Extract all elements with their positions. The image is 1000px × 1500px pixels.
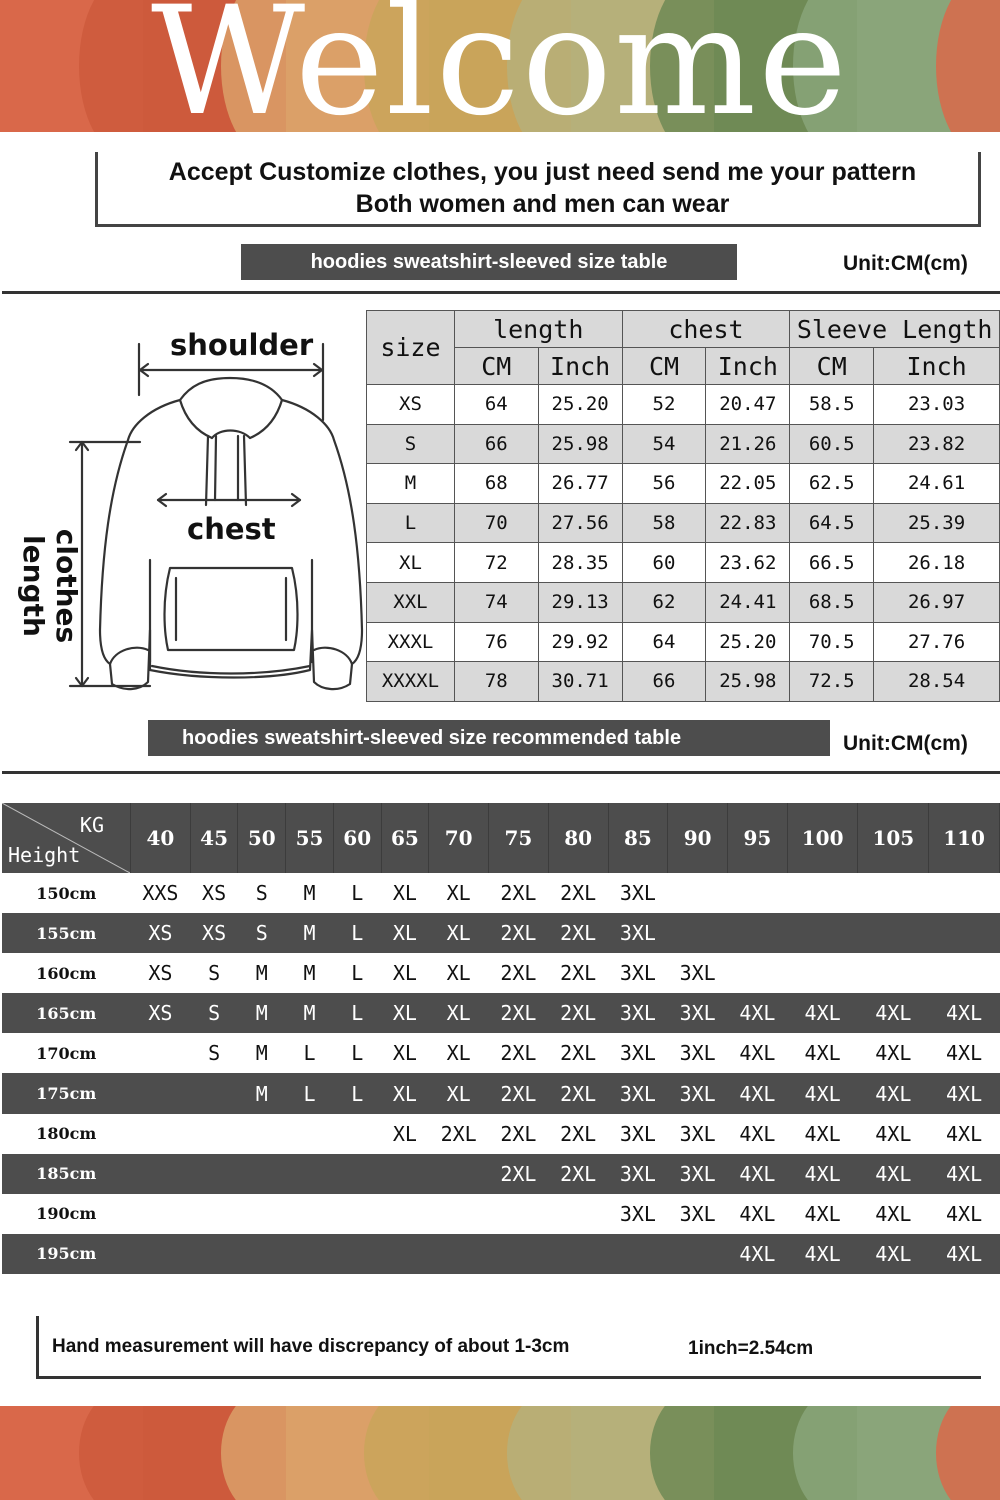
recommended-size-cell: L <box>333 1033 381 1073</box>
recommended-size-cell: 3XL <box>608 1073 668 1113</box>
clothes-length-label: clothes length <box>17 528 83 644</box>
recommended-size-cell <box>858 953 929 993</box>
measurement-cell: 24.61 <box>874 464 1000 504</box>
weight-header: 60 <box>333 803 381 873</box>
recommended-size-cell: XL <box>381 1073 429 1113</box>
recommended-size-cell: XL <box>429 1073 489 1113</box>
size-row <box>367 385 1000 425</box>
weight-header: 95 <box>728 803 788 873</box>
recommended-size-cell: S <box>190 993 238 1033</box>
recommended-size-cell: 2XL <box>489 993 549 1033</box>
recommended-size-cell: 4XL <box>858 1073 929 1113</box>
recommended-size-cell <box>429 1194 489 1234</box>
recommend-row <box>2 1114 1000 1154</box>
recommended-size-cell: 4XL <box>787 1073 858 1113</box>
recommended-size-cell: XL <box>381 1033 429 1073</box>
recommended-size-table <box>2 803 1000 1274</box>
measurement-cell: 64.5 <box>790 503 874 543</box>
size-cell: XXXXL <box>367 662 455 702</box>
recommended-size-cell <box>381 1154 429 1194</box>
measurement-cell: 28.54 <box>874 662 1000 702</box>
recommended-size-cell <box>787 913 858 953</box>
recommended-size-cell: 4XL <box>728 1234 788 1274</box>
recommended-size-cell: 3XL <box>608 873 668 913</box>
recommended-size-cell: 2XL <box>548 1033 608 1073</box>
recommend-row <box>2 873 1000 913</box>
recommended-size-cell: M <box>238 953 286 993</box>
weight-header: 90 <box>668 803 728 873</box>
recommend-row <box>2 1154 1000 1194</box>
unit-subheader: Inch <box>538 348 622 385</box>
height-cell: 190cm <box>2 1194 131 1234</box>
recommended-size-cell: 4XL <box>929 993 1000 1033</box>
recommended-size-cell: 4XL <box>858 1033 929 1073</box>
color-stripes <box>0 1406 1000 1500</box>
recommended-size-cell: 3XL <box>608 1114 668 1154</box>
color-stripe <box>0 1406 143 1500</box>
measurement-cell: 25.98 <box>706 662 790 702</box>
recommended-size-cell: XS <box>131 953 191 993</box>
recommended-size-cell: 2XL <box>489 1033 549 1073</box>
recommended-size-cell: M <box>286 913 334 953</box>
recommended-size-cell <box>131 1154 191 1194</box>
recommended-size-cell <box>728 873 788 913</box>
measurement-cell: 23.03 <box>874 385 1000 425</box>
kg-label: KG <box>79 813 104 837</box>
recommended-size-cell: 4XL <box>858 1154 929 1194</box>
recommended-size-cell: 4XL <box>728 1154 788 1194</box>
recommended-size-cell: M <box>238 1033 286 1073</box>
recommended-size-cell: 2XL <box>548 913 608 953</box>
recommended-size-cell <box>429 1154 489 1194</box>
weight-header: 85 <box>608 803 668 873</box>
height-cell: 150cm <box>2 873 131 913</box>
size-cell: XL <box>367 543 455 583</box>
unit-subheader: CM <box>622 348 706 385</box>
recommended-size-cell: 2XL <box>429 1114 489 1154</box>
recommended-size-cell <box>131 1114 191 1154</box>
recommend-row <box>2 953 1000 993</box>
recommended-size-cell: XL <box>381 873 429 913</box>
recommended-size-cell: 3XL <box>608 913 668 953</box>
recommended-size-cell: 2XL <box>489 1073 549 1113</box>
recommended-size-cell: L <box>333 1073 381 1113</box>
recommended-size-cell: 4XL <box>787 993 858 1033</box>
recommended-size-cell <box>238 1234 286 1274</box>
color-stripe <box>286 1406 429 1500</box>
recommended-size-cell: 4XL <box>728 1033 788 1073</box>
conversion-note: 1inch=2.54cm <box>688 1338 814 1359</box>
recommended-size-cell: 4XL <box>858 1194 929 1234</box>
measurement-cell: 76 <box>454 622 538 662</box>
measurement-cell: 62 <box>622 582 706 622</box>
recommended-size-cell: 4XL <box>787 1194 858 1234</box>
recommended-size-cell: 4XL <box>858 1114 929 1154</box>
recommended-size-cell <box>489 1234 549 1274</box>
recommended-size-cell: L <box>286 1033 334 1073</box>
recommended-size-cell: 3XL <box>668 1073 728 1113</box>
color-stripe <box>143 1406 286 1500</box>
recommended-size-cell: L <box>333 953 381 993</box>
recommended-size-cell: 2XL <box>489 1154 549 1194</box>
recommended-size-cell: XL <box>381 1114 429 1154</box>
recommended-size-cell: 4XL <box>929 1234 1000 1274</box>
recommended-size-cell <box>131 1194 191 1234</box>
recommended-size-cell: 4XL <box>858 993 929 1033</box>
color-stripe <box>429 1406 572 1500</box>
recommended-size-cell: 2XL <box>548 993 608 1033</box>
recommended-size-cell <box>333 1194 381 1234</box>
recommended-size-cell: S <box>190 1033 238 1073</box>
measurement-cell: 74 <box>454 582 538 622</box>
recommended-size-cell: S <box>238 913 286 953</box>
recommended-size-cell: 3XL <box>668 953 728 993</box>
recommend-row <box>2 1194 1000 1234</box>
recommended-size-cell: 3XL <box>608 1194 668 1234</box>
recommended-size-cell <box>929 873 1000 913</box>
recommended-size-cell: XL <box>429 953 489 993</box>
size-cell: XS <box>367 385 455 425</box>
recommended-size-cell <box>548 1234 608 1274</box>
recommended-size-cell: 4XL <box>929 1073 1000 1113</box>
recommended-size-cell: XS <box>131 913 191 953</box>
recommended-size-cell <box>381 1234 429 1274</box>
recommended-size-cell <box>131 1073 191 1113</box>
color-blob <box>936 1406 1000 1500</box>
measurement-cell: 25.20 <box>538 385 622 425</box>
recommended-size-cell: 2XL <box>489 913 549 953</box>
color-stripe <box>571 1406 714 1500</box>
height-cell: 170cm <box>2 1033 131 1073</box>
recommended-size-cell: 3XL <box>668 1114 728 1154</box>
measurement-cell: 27.56 <box>538 503 622 543</box>
size-cell: S <box>367 424 455 464</box>
measurement-cell: 25.39 <box>874 503 1000 543</box>
welcome-title: Welcome <box>150 0 849 132</box>
recommended-size-cell: 3XL <box>608 993 668 1033</box>
table-corner <box>2 803 131 873</box>
unit-subheader: Inch <box>874 348 1000 385</box>
size-cell: XXXL <box>367 622 455 662</box>
recommended-size-cell: 3XL <box>668 1033 728 1073</box>
recommended-size-cell: L <box>286 1073 334 1113</box>
recommended-size-cell <box>929 953 1000 993</box>
recommended-size-cell: L <box>333 873 381 913</box>
unit-subheader: CM <box>790 348 874 385</box>
weight-header: 75 <box>489 803 549 873</box>
size-header: size <box>367 311 455 385</box>
measurement-cell: 24.41 <box>706 582 790 622</box>
measurement-cell: 26.97 <box>874 582 1000 622</box>
size-cell: XXL <box>367 582 455 622</box>
recommended-size-cell <box>190 1194 238 1234</box>
size-row <box>367 464 1000 504</box>
recommended-size-cell <box>238 1114 286 1154</box>
weight-header: 105 <box>858 803 929 873</box>
recommended-size-cell: M <box>238 993 286 1033</box>
measurement-cell: 29.13 <box>538 582 622 622</box>
measurement-cell: 64 <box>622 622 706 662</box>
measurement-cell: 62.5 <box>790 464 874 504</box>
weight-header: 55 <box>286 803 334 873</box>
size-table-title: hoodies sweatshirt-sleeved size table <box>241 244 737 280</box>
weight-header: 50 <box>238 803 286 873</box>
measurement-cell: 60 <box>622 543 706 583</box>
measurement-cell: 22.05 <box>706 464 790 504</box>
recommended-size-cell <box>286 1234 334 1274</box>
measurement-cell: 66.5 <box>790 543 874 583</box>
recommended-size-cell: M <box>286 953 334 993</box>
recommended-size-cell <box>668 1234 728 1274</box>
recommended-size-cell: 2XL <box>489 873 549 913</box>
shoulder-label: shoulder <box>170 328 314 362</box>
footer-banner <box>0 1406 1000 1500</box>
measurement-cell: 25.98 <box>538 424 622 464</box>
recommended-size-cell: 4XL <box>787 1234 858 1274</box>
recommended-size-cell: XS <box>190 913 238 953</box>
recommended-size-cell <box>238 1194 286 1234</box>
measurement-cell: 22.83 <box>706 503 790 543</box>
measurement-cell: 27.76 <box>874 622 1000 662</box>
sleeve-length-header: Sleeve Length <box>790 311 1000 348</box>
measurement-cell: 68 <box>454 464 538 504</box>
recommended-size-cell <box>489 1194 549 1234</box>
recommended-size-cell <box>668 873 728 913</box>
size-row <box>367 662 1000 702</box>
height-cell: 195cm <box>2 1234 131 1274</box>
recommended-size-cell: 2XL <box>548 873 608 913</box>
recommended-size-cell <box>381 1194 429 1234</box>
recommended-size-cell: 2XL <box>489 953 549 993</box>
recommended-size-cell <box>286 1194 334 1234</box>
height-cell: 185cm <box>2 1154 131 1194</box>
measurement-cell: 70 <box>454 503 538 543</box>
size-table <box>366 310 1000 702</box>
measurement-cell: 28.35 <box>538 543 622 583</box>
measurement-cell: 66 <box>454 424 538 464</box>
divider <box>2 771 1000 774</box>
unit-subheader: Inch <box>706 348 790 385</box>
recommended-size-cell: 3XL <box>608 953 668 993</box>
weight-header: 70 <box>429 803 489 873</box>
recommended-size-cell <box>929 913 1000 953</box>
recommended-size-cell: 4XL <box>858 1234 929 1274</box>
measurement-cell: 68.5 <box>790 582 874 622</box>
length-header: length <box>454 311 622 348</box>
recommended-size-cell: XL <box>429 1033 489 1073</box>
measurement-cell: 58.5 <box>790 385 874 425</box>
recommended-size-cell <box>668 913 728 953</box>
color-stripe <box>714 1406 857 1500</box>
recommended-size-cell <box>858 873 929 913</box>
recommended-size-cell: 3XL <box>668 993 728 1033</box>
measurement-cell: 58 <box>622 503 706 543</box>
recommended-size-cell: 4XL <box>787 1154 858 1194</box>
recommended-size-cell <box>608 1234 668 1274</box>
recommended-size-cell <box>429 1234 489 1274</box>
recommended-size-cell: 3XL <box>668 1194 728 1234</box>
recommended-size-cell: 3XL <box>608 1154 668 1194</box>
size-cell: L <box>367 503 455 543</box>
measurement-cell: 72.5 <box>790 662 874 702</box>
measurement-cell: 26.18 <box>874 543 1000 583</box>
recommended-table-title: hoodies sweatshirt-sleeved size recommended table <box>148 720 830 756</box>
recommended-size-cell <box>190 1114 238 1154</box>
recommend-row <box>2 1234 1000 1274</box>
measurement-cell: 23.82 <box>874 424 1000 464</box>
measurement-cell: 25.20 <box>706 622 790 662</box>
color-stripe <box>857 1406 1000 1500</box>
recommended-size-cell: 4XL <box>728 1114 788 1154</box>
recommended-size-cell: XL <box>381 993 429 1033</box>
recommended-size-cell <box>286 1154 334 1194</box>
recommended-size-cell <box>333 1234 381 1274</box>
intro-line-1: Accept Customize clothes, you just need send me your pattern <box>168 158 917 186</box>
recommended-size-cell <box>728 913 788 953</box>
weight-header: 45 <box>190 803 238 873</box>
measurement-cell: 54 <box>622 424 706 464</box>
recommended-size-cell: 4XL <box>728 1073 788 1113</box>
recommended-size-cell <box>131 1033 191 1073</box>
recommended-size-cell: 2XL <box>548 1073 608 1113</box>
measurement-cell: 23.62 <box>706 543 790 583</box>
weight-header: 65 <box>381 803 429 873</box>
recommended-size-cell: 4XL <box>929 1194 1000 1234</box>
measurement-cell: 20.47 <box>706 385 790 425</box>
chest-header: chest <box>622 311 790 348</box>
recommend-row <box>2 1033 1000 1073</box>
recommended-size-cell <box>858 913 929 953</box>
weight-header: 40 <box>131 803 191 873</box>
measurement-cell: 30.71 <box>538 662 622 702</box>
recommended-size-cell <box>548 1194 608 1234</box>
recommended-size-cell: 2XL <box>548 1114 608 1154</box>
weight-header: 80 <box>548 803 608 873</box>
height-cell: 165cm <box>2 993 131 1033</box>
recommended-size-cell: 3XL <box>608 1033 668 1073</box>
recommended-size-cell: 2XL <box>548 1154 608 1194</box>
recommended-size-cell: XXS <box>131 873 191 913</box>
recommended-size-cell: XL <box>429 993 489 1033</box>
intro-line-2: Both women and men can wear <box>355 190 730 218</box>
header-banner <box>0 0 1000 132</box>
size-row <box>367 503 1000 543</box>
recommended-size-cell: M <box>286 873 334 913</box>
recommend-row <box>2 913 1000 953</box>
measurement-cell: 64 <box>454 385 538 425</box>
recommended-size-cell <box>787 953 858 993</box>
recommended-size-cell: 2XL <box>489 1114 549 1154</box>
measurement-cell: 72 <box>454 543 538 583</box>
recommended-size-cell: XL <box>381 913 429 953</box>
height-cell: 180cm <box>2 1114 131 1154</box>
size-row <box>367 582 1000 622</box>
measurement-cell: 60.5 <box>790 424 874 464</box>
divider <box>2 291 1000 294</box>
unit-subheader: CM <box>454 348 538 385</box>
weight-header: 110 <box>929 803 1000 873</box>
recommended-size-cell: L <box>333 993 381 1033</box>
recommended-size-cell <box>238 1154 286 1194</box>
recommended-size-cell: 4XL <box>929 1114 1000 1154</box>
size-row <box>367 424 1000 464</box>
recommended-size-cell <box>190 1154 238 1194</box>
recommended-size-cell <box>286 1114 334 1154</box>
recommended-size-cell: 2XL <box>548 953 608 993</box>
height-label: Height <box>8 843 81 867</box>
size-row <box>367 622 1000 662</box>
recommend-row <box>2 1073 1000 1113</box>
recommended-size-cell <box>190 1073 238 1113</box>
measurement-cell: 52 <box>622 385 706 425</box>
recommended-size-cell: 4XL <box>929 1033 1000 1073</box>
recommended-size-cell: 4XL <box>787 1114 858 1154</box>
recommended-size-cell <box>333 1114 381 1154</box>
recommended-size-cell: 4XL <box>929 1154 1000 1194</box>
recommend-row <box>2 993 1000 1033</box>
recommended-size-cell: 4XL <box>787 1033 858 1073</box>
recommended-size-cell <box>333 1154 381 1194</box>
recommended-size-cell: M <box>286 993 334 1033</box>
height-cell: 175cm <box>2 1073 131 1113</box>
recommended-size-cell: S <box>190 953 238 993</box>
recommended-size-cell <box>787 873 858 913</box>
chest-label: chest <box>187 512 276 546</box>
measurement-cell: 21.26 <box>706 424 790 464</box>
recommended-size-cell: XL <box>429 913 489 953</box>
size-table-unit: Unit:CM(cm) <box>843 252 968 275</box>
recommended-size-cell: L <box>333 913 381 953</box>
measurement-cell: 70.5 <box>790 622 874 662</box>
measurement-cell: 29.92 <box>538 622 622 662</box>
measurement-cell: 56 <box>622 464 706 504</box>
size-cell: M <box>367 464 455 504</box>
recommended-size-cell: XS <box>131 993 191 1033</box>
recommended-size-cell <box>131 1234 191 1274</box>
measurement-cell: 78 <box>454 662 538 702</box>
recommended-size-cell: XL <box>429 873 489 913</box>
recommended-size-cell <box>728 953 788 993</box>
recommended-size-cell: 3XL <box>668 1154 728 1194</box>
height-cell: 155cm <box>2 913 131 953</box>
recommended-size-cell: 4XL <box>728 993 788 1033</box>
recommended-table-unit: Unit:CM(cm) <box>843 732 968 755</box>
recommended-size-cell: 4XL <box>728 1194 788 1234</box>
discrepancy-note: Hand measurement will have discrepancy of about 1-3cm <box>52 1336 570 1357</box>
recommended-size-cell: S <box>238 873 286 913</box>
size-row <box>367 543 1000 583</box>
recommended-size-cell <box>190 1234 238 1274</box>
recommended-size-cell: XL <box>381 953 429 993</box>
measurement-cell: 66 <box>622 662 706 702</box>
measurement-cell: 26.77 <box>538 464 622 504</box>
recommended-size-cell: M <box>238 1073 286 1113</box>
recommended-size-cell: XS <box>190 873 238 913</box>
weight-header: 100 <box>787 803 858 873</box>
height-cell: 160cm <box>2 953 131 993</box>
